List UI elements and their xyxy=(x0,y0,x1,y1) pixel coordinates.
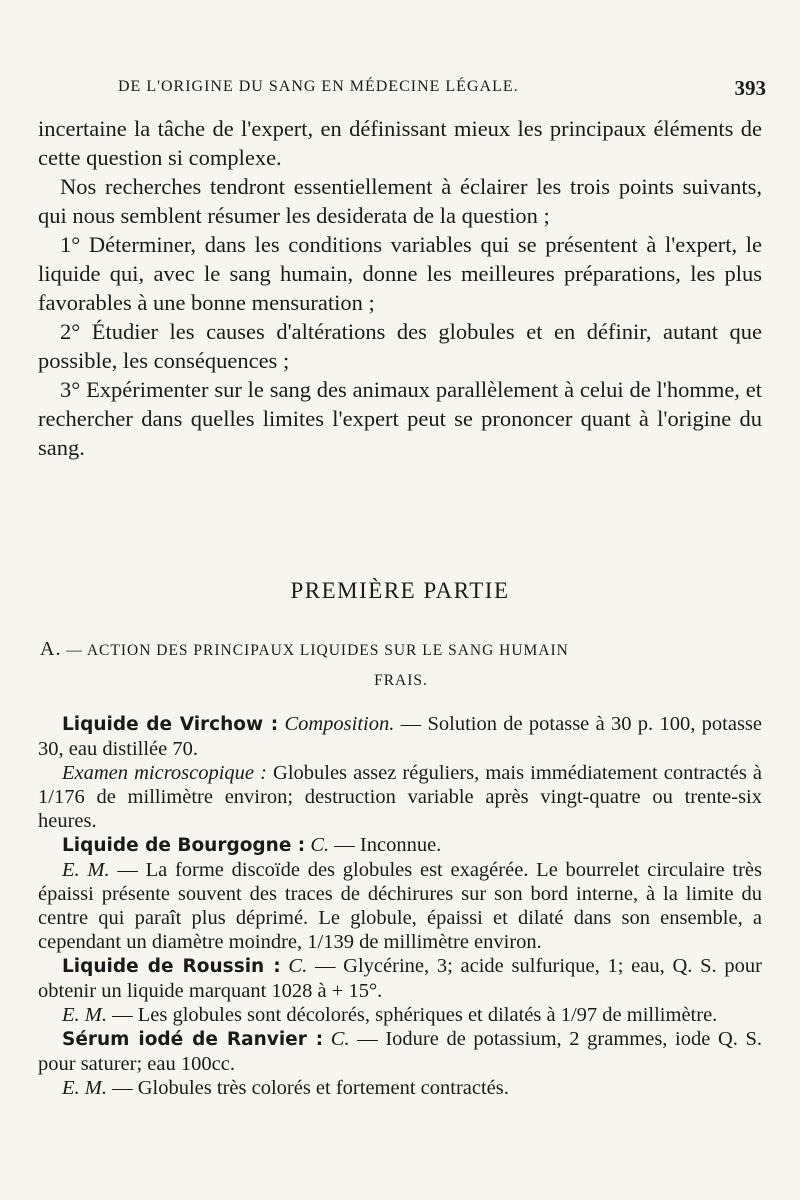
list-item-2: 2° Étudier les causes d'altérations des globules et en définir, autant que possible, les conséquences ; xyxy=(38,319,762,373)
running-title: DE L'ORIGINE DU SANG EN MÉDECINE LÉGALE. xyxy=(118,78,519,95)
entry-label: E. M. xyxy=(62,859,110,881)
entry-name: Liquide de Bourgogne : xyxy=(62,835,306,856)
intro-paragraph-1: incertaine la tâche de l'expert, en définissant mieux les principaux éléments de cette question si complexe. xyxy=(38,116,762,170)
entry-label: Examen microscopique : xyxy=(62,762,267,784)
entry-label: Composition. xyxy=(284,713,395,735)
entry-virchow xyxy=(38,712,762,761)
entry-label: E. M. xyxy=(62,1004,107,1026)
section-heading-line-2: FRAIS. xyxy=(374,672,428,689)
list-item-1: 1° Déterminer, dans les conditions variables qui se présentent à l'expert, le liquide qui, avec le sang humain, donne les meilleures préparations, les plus favorables à une bonne mensuration ; xyxy=(38,232,762,315)
entry-bourgogne-exam xyxy=(38,858,762,954)
section-heading-line-1 xyxy=(40,634,762,666)
entry-label: C. xyxy=(288,955,308,977)
entry-bourgogne xyxy=(38,833,762,858)
running-head xyxy=(40,76,766,100)
entry-text: — Inconnue. xyxy=(334,834,442,856)
liquid-entries xyxy=(38,712,762,1100)
entry-text: — Iodure de potassium, 2 grammes, iode Q. S. pour saturer; eau 100cc. xyxy=(38,1028,763,1075)
entry-ranvier xyxy=(38,1027,762,1076)
entry-name: Liquide de Virchow : xyxy=(62,714,279,735)
list-item-3: 3° Expérimenter sur le sang des animaux parallèlement à celui de l'homme, et rechercher dans quelles limites l'expert peut se prononcer quant à l'origine du sang. xyxy=(38,377,762,460)
section-letter: A. xyxy=(40,638,62,660)
entry-text: — Globules très colorés et fortement contractés. xyxy=(112,1077,509,1099)
intro-paragraph-2: Nos recherches tendront essentiellement à éclairer les trois points suivants, qui nous semblent résumer les desiderata de la question ; xyxy=(38,174,762,228)
entry-text: — Solution de potasse à 30 p. 100, potasse 30, eau distillée 70. xyxy=(38,713,762,760)
section-title: — ACTION DES PRINCIPAUX LIQUIDES SUR LE SANG HUMAIN xyxy=(66,642,569,659)
entry-name: Sérum iodé de Ranvier : xyxy=(62,1029,324,1050)
entry-roussin-exam xyxy=(38,1003,762,1027)
entry-text: — La forme discoïde des globules est exagérée. Le bourrelet circulaire très épaissi présente souvent des traces de déchirures sur son bord interne, à la limite du centre qui paraît plus déprimé. Le globule, épaissi et dilaté dans son ensemble, a cependant un diamètre moindre, 1/139 de millimètre environ. xyxy=(38,859,762,953)
intro-text xyxy=(38,114,762,462)
entry-label: C. xyxy=(310,834,330,856)
entry-text: — Glycérine, 3; acide sulfurique, 1; eau, Q. S. pour obtenir un liquide marquant 1028 à + 15°. xyxy=(38,955,762,1002)
entry-ranvier-exam xyxy=(38,1076,762,1100)
part-heading: PREMIÈRE PARTIE xyxy=(290,578,510,603)
page-number: 393 xyxy=(734,76,766,100)
section-heading xyxy=(40,634,762,696)
entry-virchow-exam xyxy=(38,761,762,833)
entry-label: E. M. xyxy=(62,1077,107,1099)
entry-name: Liquide de Roussin : xyxy=(62,956,281,977)
entry-text: Globules assez réguliers, mais immédiatement contractés à 1/176 de millimètre environ; destruction variable après vingt-quatre ou trente-six heures. xyxy=(38,762,762,832)
entry-label: C. xyxy=(330,1028,350,1050)
entry-roussin xyxy=(38,954,762,1003)
entry-text: — Les globules sont décolorés, sphériques et dilatés à 1/97 de millimètre. xyxy=(112,1004,718,1026)
